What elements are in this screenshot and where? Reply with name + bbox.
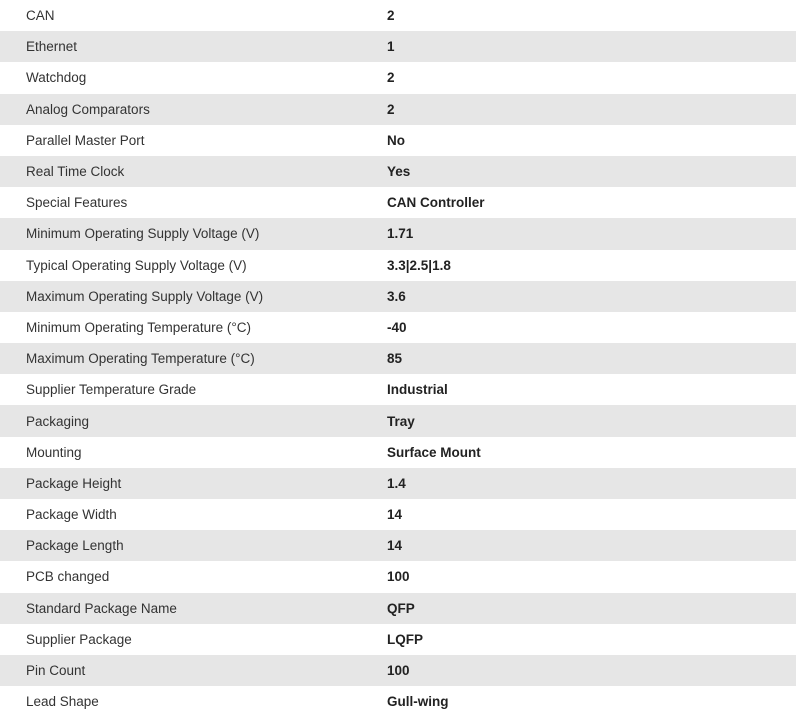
attribute-name: Minimum Operating Temperature (°C) [26,319,251,335]
table-row [0,31,796,62]
attribute-value: Tray [387,413,415,429]
attribute-name: CAN [26,8,55,24]
attribute-value: 2 [387,70,395,86]
attribute-name: Analog Comparators [26,101,150,117]
table-row [0,468,796,499]
attribute-name: Lead Shape [26,694,99,710]
attribute-value: 3.6 [387,288,406,304]
table-row [0,530,796,561]
attribute-name: Watchdog [26,70,87,86]
table-row [0,218,796,249]
attribute-value: 100 [387,663,410,679]
table-row [0,437,796,468]
attribute-value: No [387,132,405,148]
table-row [0,187,796,218]
table-row [0,374,796,405]
attribute-value: LQFP [387,631,423,647]
attribute-name: Supplier Temperature Grade [26,382,197,398]
attribute-name: Minimum Operating Supply Voltage (V) [26,226,260,242]
table-row [0,250,796,281]
attribute-name: Pin Count [26,663,86,679]
attribute-value: Surface Mount [387,444,481,460]
table-row [0,499,796,530]
attribute-value: Yes [387,164,411,180]
attribute-name: Package Height [26,475,122,491]
table-row [0,686,796,717]
attribute-name: Package Length [26,538,124,554]
table-row [0,405,796,436]
attribute-name: Special Features [26,195,128,211]
attribute-name: Standard Package Name [26,600,177,616]
attribute-value: 2 [387,101,395,117]
attribute-value: 1.4 [387,475,406,491]
table-row [0,281,796,312]
attribute-name: Maximum Operating Temperature (°C) [26,351,255,367]
attribute-name: Parallel Master Port [26,132,145,148]
attribute-name: Mounting [26,444,82,460]
attribute-value: 3.3|2.5|1.8 [387,257,451,273]
attribute-value: 85 [387,351,403,367]
attribute-name: PCB changed [26,569,110,585]
attribute-name: Ethernet [26,39,78,55]
attribute-value: 14 [387,538,403,554]
attribute-value: QFP [387,600,415,616]
attribute-name: Packaging [26,413,90,429]
table-row [0,343,796,374]
attribute-value: Industrial [387,382,448,398]
table-row [0,624,796,655]
table-row [0,561,796,592]
attribute-value: -40 [387,319,407,335]
table-row [0,62,796,93]
table-row [0,593,796,624]
attribute-name: Supplier Package [26,631,132,647]
attribute-name: Typical Operating Supply Voltage (V) [26,257,247,273]
attribute-value: 100 [387,569,410,585]
attribute-value: 14 [387,507,403,523]
table-row [0,0,796,31]
attribute-value: 1 [387,39,395,55]
attribute-value: 2 [387,8,395,24]
table-row [0,125,796,156]
attribute-name: Package Width [26,507,117,523]
table-row [0,94,796,125]
table-row [0,312,796,343]
table-row [0,655,796,686]
table-row [0,156,796,187]
attribute-value: 1.71 [387,226,414,242]
attribute-name: Real Time Clock [26,164,125,180]
attribute-name: Maximum Operating Supply Voltage (V) [26,288,264,304]
attribute-value: Gull-wing [387,694,449,710]
attribute-value: CAN Controller [387,195,485,211]
